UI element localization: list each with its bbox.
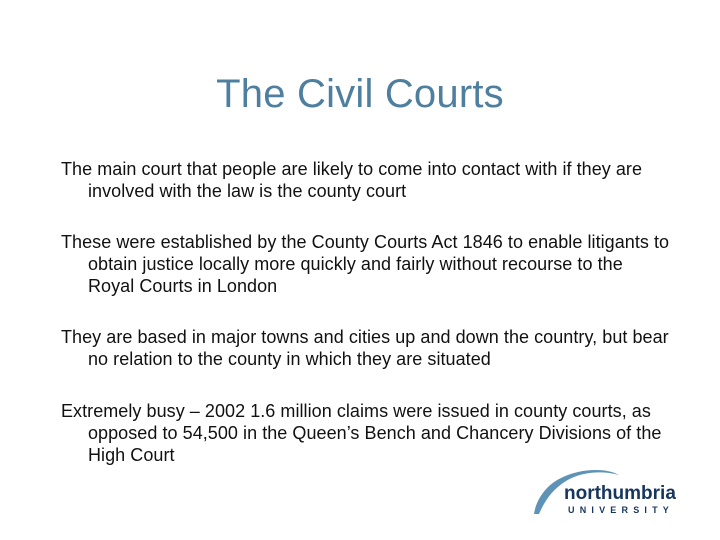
content-paragraph-4: Extremely busy – 2002 1.6 million claims were issued in county courts, as opposed to 54,500 in the Queen’s Bench and Chancery Divisions of the High Court [61, 401, 662, 465]
content-paragraph-2: These were established by the County Courts Act 1846 to enable litigants to obtain justice locally more quickly and fairly without recourse to the Royal Courts in London [61, 232, 670, 296]
slide-title: The Civil Courts [216, 72, 504, 116]
content-paragraph-3: They are based in major towns and cities up and down the country, but bear no relation to the county in which they are situated [61, 327, 669, 369]
northumbria-university-logo [528, 457, 678, 517]
logo-subtitle: UNIVERSITY [568, 505, 675, 515]
slide-content [61, 158, 673, 495]
content-paragraph-1: The main court that people are likely to come into contact with if they are involved with the law is the county court [61, 159, 643, 201]
logo-name: northumbria [564, 483, 676, 504]
